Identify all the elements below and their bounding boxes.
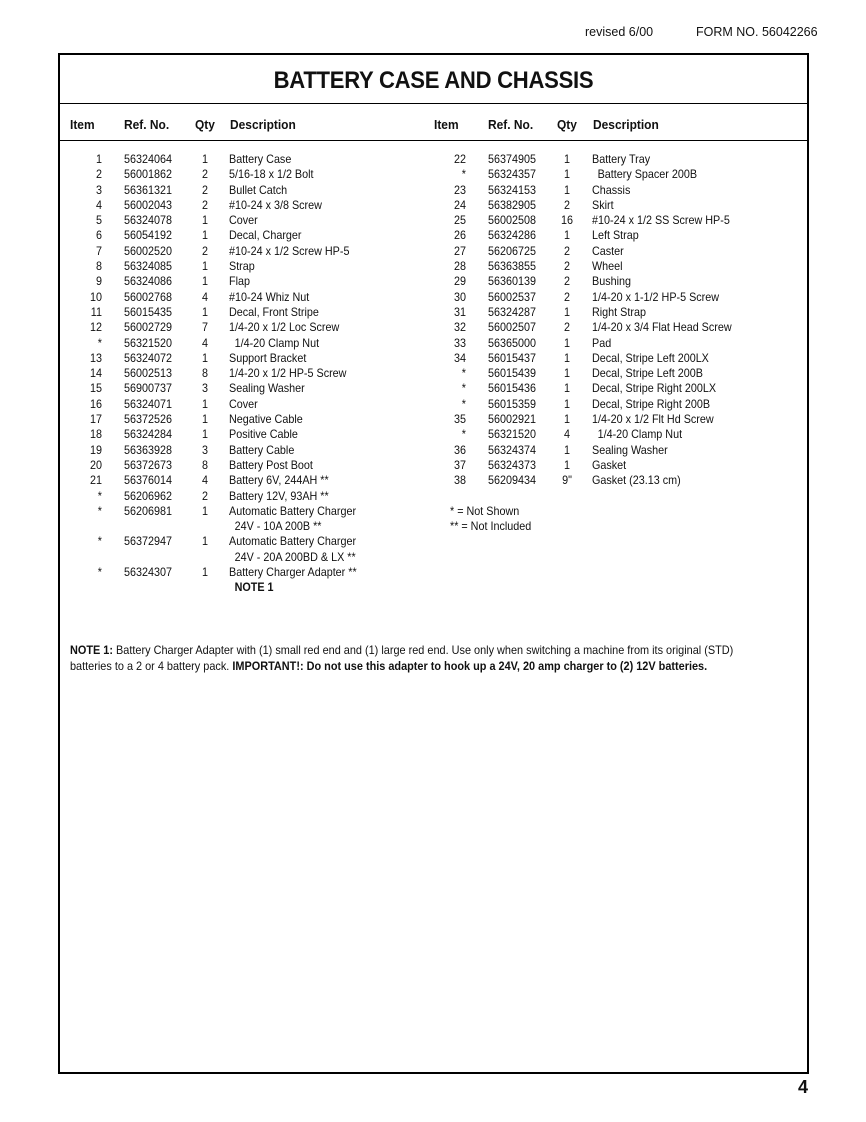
part-item-number: *: [461, 367, 466, 381]
part-quantity: 1: [563, 168, 570, 182]
part-quantity: 8: [201, 367, 208, 381]
part-ref-number: 56363855: [488, 260, 536, 274]
col-header-desc-right: Description: [593, 117, 659, 132]
col-header-item-left: Item: [70, 117, 95, 132]
note-label: NOTE 1:: [70, 644, 114, 657]
part-quantity: 1: [563, 336, 570, 350]
part-item-number: 7: [95, 244, 102, 258]
part-quantity: 1: [563, 153, 570, 166]
part-quantity: 1: [563, 413, 570, 427]
part-description: Battery Cable: [229, 443, 295, 457]
part-quantity: 4: [563, 428, 570, 442]
part-ref-number: 56372526: [124, 413, 172, 427]
part-quantity: 1: [201, 275, 208, 289]
part-description: Cover: [229, 397, 258, 411]
part-description: 1/4-20 x 3/4 Flat Head Screw: [592, 321, 732, 335]
part-description: Strap: [229, 260, 255, 274]
part-ref-number: 56324071: [124, 397, 172, 411]
part-quantity: 4: [201, 474, 208, 488]
part-quantity: 1: [201, 504, 208, 518]
part-ref-number: 56382905: [488, 198, 536, 212]
part-quantity: 2: [201, 198, 208, 212]
part-description: 1/4-20 x 1/2 HP-5 Screw: [229, 367, 347, 381]
part-description: Battery 12V, 93AH **: [229, 489, 329, 503]
part-item-number: 11: [90, 305, 102, 319]
part-description: #10-24 x 1/2 Screw HP-5: [229, 244, 350, 258]
part-quantity: 1: [201, 351, 208, 365]
part-quantity: 1: [201, 397, 208, 411]
col-header-qty-right: Qty: [557, 117, 577, 132]
part-item-number: *: [97, 489, 102, 503]
part-ref-number: 56324284: [124, 428, 172, 442]
part-description: Right Strap: [592, 305, 646, 319]
part-description: #10-24 x 3/8 Screw: [229, 198, 322, 212]
part-item-number: 19: [89, 443, 102, 457]
part-ref-number: 56374905: [488, 153, 536, 166]
part-description: Decal, Stripe Right 200B: [592, 397, 711, 411]
part-quantity: 1: [201, 305, 208, 319]
part-quantity: 2: [563, 321, 570, 335]
part-item-number: 37: [453, 458, 466, 472]
part-item-number: *: [97, 504, 102, 518]
part-description: Left Strap: [592, 229, 639, 243]
part-ref-number: 56002729: [124, 321, 172, 335]
part-ref-number: 56363928: [124, 443, 172, 457]
part-description: Battery Charger Adapter **: [229, 566, 357, 580]
part-ref-number: 56372673: [124, 458, 172, 472]
part-quantity: 2: [563, 198, 570, 212]
part-item-number: 31: [453, 305, 466, 319]
part-description: Decal, Charger: [229, 229, 302, 243]
part-description: Gasket: [592, 458, 627, 472]
part-ref-number: 56054192: [124, 229, 172, 243]
part-description: Cover: [229, 214, 258, 228]
part-ref-number: 56324307: [124, 566, 172, 580]
part-quantity: 1: [201, 214, 208, 228]
part-item-number: 38: [453, 474, 466, 488]
part-description: Sealing Washer: [592, 443, 668, 457]
part-ref-number: 56002513: [124, 367, 172, 381]
part-item-number: 6: [95, 229, 102, 243]
part-ref-number: 56376014: [124, 474, 172, 488]
legend-not-included: ** = Not Included: [450, 520, 532, 534]
part-item-number: 9: [95, 275, 102, 289]
part-description: Decal, Stripe Left 200B: [592, 367, 703, 381]
part-quantity: 9": [562, 474, 572, 488]
part-ref-number: 56324085: [124, 260, 172, 274]
parts-list-frame: [58, 53, 809, 1074]
part-description: Decal, Stripe Left 200LX: [592, 351, 709, 365]
part-ref-number: 56365000: [488, 336, 536, 350]
part-ref-number: 56324153: [488, 183, 536, 197]
part-ref-number: 56324374: [488, 443, 536, 457]
part-ref-number: 56015436: [488, 382, 536, 396]
part-item-number: 30: [453, 290, 466, 304]
part-quantity: 4: [201, 290, 208, 304]
part-quantity: 2: [201, 244, 208, 258]
part-description: Positive Cable: [229, 428, 298, 442]
part-description: Automatic Battery Charger: [229, 535, 357, 549]
part-quantity: 2: [201, 183, 208, 197]
part-quantity: 7: [201, 321, 208, 335]
part-description: 1/4-20 Clamp Nut: [234, 336, 320, 350]
part-description: Battery 6V, 244AH **: [229, 474, 329, 488]
part-ref-number: 56324078: [124, 214, 172, 228]
part-item-number: 21: [89, 474, 102, 488]
part-ref-number: 56002768: [124, 290, 172, 304]
part-item-number: 20: [89, 458, 102, 472]
part-item-number: 16: [89, 397, 102, 411]
part-quantity: 2: [563, 260, 570, 274]
part-description: Battery Post Boot: [229, 458, 313, 472]
part-item-number: 33: [453, 336, 466, 350]
part-ref-number: 56015359: [488, 397, 536, 411]
part-item-number: 10: [89, 290, 102, 304]
part-ref-number: 56360139: [488, 275, 536, 289]
part-quantity: 1: [201, 535, 208, 549]
part-quantity: 1: [201, 153, 208, 166]
part-description: Wheel: [592, 260, 623, 274]
part-description: Pad: [592, 336, 612, 350]
part-quantity: 3: [201, 382, 208, 396]
part-item-number: 24: [453, 198, 466, 212]
part-item-number: 2: [95, 168, 102, 182]
part-description: 24V - 10A 200B **: [234, 520, 322, 534]
part-quantity: 1: [201, 229, 208, 243]
part-quantity: 2: [563, 290, 570, 304]
part-item-number: 35: [453, 413, 466, 427]
form-number: FORM NO. 56042266: [696, 25, 818, 39]
part-quantity: 2: [563, 275, 570, 289]
part-ref-number: 56206962: [124, 489, 172, 503]
part-description: #10-24 x 1/2 SS Screw HP-5: [592, 214, 730, 228]
part-ref-number: 56321520: [488, 428, 536, 442]
part-item-number: 3: [95, 183, 102, 197]
legend-not-shown: * = Not Shown: [450, 505, 520, 518]
note-1: [70, 643, 756, 675]
part-quantity: 1: [563, 305, 570, 319]
part-item-number: 4: [95, 198, 102, 212]
part-quantity: 1: [201, 566, 208, 580]
part-item-number: 32: [453, 321, 466, 335]
part-item-number: 36: [453, 443, 466, 457]
part-quantity: 1: [563, 183, 570, 197]
legend: [450, 505, 537, 536]
part-item-number: 25: [453, 214, 466, 228]
revision-date: revised 6/00: [585, 25, 654, 39]
page-title: BATTERY CASE AND CHASSIS: [273, 67, 594, 94]
part-ref-number: 56361321: [124, 183, 172, 197]
part-description: Battery Tray: [592, 153, 651, 166]
part-quantity: 1: [201, 413, 208, 427]
part-quantity: 4: [201, 336, 208, 350]
part-item-number: *: [461, 428, 466, 442]
part-ref-number: 56002921: [488, 413, 536, 427]
part-description: Caster: [592, 244, 624, 258]
part-item-number: 18: [89, 428, 102, 442]
part-ref-number: 56002043: [124, 198, 172, 212]
part-ref-number: 56900737: [124, 382, 172, 396]
part-item-number: *: [97, 566, 102, 580]
part-quantity: 1: [563, 382, 570, 396]
part-description: Support Bracket: [229, 351, 307, 365]
col-header-qty-left: Qty: [195, 117, 215, 132]
part-ref-number: 56324287: [488, 305, 536, 319]
part-quantity: 3: [201, 443, 208, 457]
part-ref-number: 56324373: [488, 458, 536, 472]
part-item-number: 22: [453, 153, 466, 166]
part-description: Gasket (23.13 cm): [592, 474, 681, 488]
part-ref-number: 56324286: [488, 229, 536, 243]
part-quantity: 2: [201, 168, 208, 182]
part-quantity: 16: [560, 214, 574, 228]
part-ref-number: 56324064: [124, 153, 172, 166]
part-item-number: 8: [95, 260, 102, 274]
title-divider: [60, 103, 807, 104]
part-item-number: *: [97, 535, 102, 549]
part-item-number: 28: [453, 260, 466, 274]
part-description: 1/4-20 x 1-1/2 HP-5 Screw: [592, 290, 720, 304]
part-ref-number: 56372947: [124, 535, 172, 549]
page-number: 4: [797, 1077, 808, 1097]
part-ref-number: 56324357: [488, 168, 536, 182]
part-description: Bullet Catch: [229, 183, 288, 197]
part-item-number: 17: [89, 413, 102, 427]
part-ref-number: 56002507: [488, 321, 536, 335]
part-quantity: 1: [563, 397, 570, 411]
header-divider: [60, 140, 807, 141]
part-ref-number: 56209434: [488, 474, 536, 488]
part-item-number: 13: [89, 351, 102, 365]
part-description: Decal, Front Stripe: [229, 305, 319, 319]
part-ref-number: 56324072: [124, 351, 172, 365]
part-description: 1/4-20 Clamp Nut: [597, 428, 683, 442]
part-ref-number: 56206981: [124, 504, 172, 518]
note-important: IMPORTANT!: Do not use this adapter to hook up a 24V, 20 amp charger to (2) 12V batteries.: [232, 660, 708, 673]
part-description: Battery Spacer 200B: [597, 168, 698, 182]
part-quantity: 2: [563, 244, 570, 258]
part-description: 1/4-20 x 1/2 Loc Screw: [229, 321, 340, 335]
part-item-number: *: [461, 168, 466, 182]
part-item-number: *: [461, 397, 466, 411]
part-quantity: 1: [201, 260, 208, 274]
part-description: 1/4-20 x 1/2 Flt Hd Screw: [592, 413, 714, 427]
note-text: Battery Charger Adapter with (1) small red end and (1) large red end. Use only when switching a machine from its original (STD) batteries to a 2 or 4 battery pack.: [70, 644, 734, 673]
part-item-number: 23: [453, 183, 466, 197]
part-item-number: 1: [95, 153, 102, 166]
part-quantity: 1: [563, 443, 570, 457]
part-description: Automatic Battery Charger: [229, 504, 357, 518]
part-ref-number: 56001862: [124, 168, 172, 182]
part-item-number: 12: [89, 321, 102, 335]
part-description: Chassis: [592, 183, 631, 197]
part-item-number: 15: [89, 382, 102, 396]
part-quantity: 1: [563, 351, 570, 365]
part-description: Bushing: [592, 275, 631, 289]
part-description: Decal, Stripe Right 200LX: [592, 382, 717, 396]
col-header-ref-right: Ref. No.: [488, 117, 534, 132]
part-description: Flap: [229, 275, 250, 289]
col-header-item-right: Item: [434, 117, 459, 132]
part-quantity: 1: [563, 458, 570, 472]
part-quantity: 1: [201, 428, 208, 442]
part-item-number: *: [97, 336, 102, 350]
part-item-number: 34: [453, 351, 466, 365]
part-description: #10-24 Whiz Nut: [229, 290, 310, 304]
part-item-number: 29: [453, 275, 466, 289]
part-quantity: 1: [563, 367, 570, 381]
part-description: Battery Case: [229, 153, 292, 166]
part-ref-number: 56002508: [488, 214, 536, 228]
col-header-desc-left: Description: [230, 117, 296, 132]
part-ref-number: 56015437: [488, 351, 536, 365]
part-quantity: 8: [201, 458, 208, 472]
part-item-number: 27: [453, 244, 466, 258]
part-quantity: 1: [563, 229, 570, 243]
col-header-ref-left: Ref. No.: [124, 117, 170, 132]
part-item-number: 26: [453, 229, 466, 243]
part-description: Negative Cable: [229, 413, 303, 427]
part-ref-number: 56015439: [488, 367, 536, 381]
part-item-number: 14: [89, 367, 102, 381]
part-description: Sealing Washer: [229, 382, 305, 396]
part-ref-number: 56321520: [124, 336, 172, 350]
part-item-number: 5: [95, 214, 102, 228]
part-ref-number: 56002537: [488, 290, 536, 304]
part-quantity: 2: [201, 489, 208, 503]
part-description: 24V - 20A 200BD & LX **: [234, 550, 356, 564]
part-item-number: *: [461, 382, 466, 396]
part-ref-number: 56324086: [124, 275, 172, 289]
part-description: NOTE 1: [234, 581, 274, 595]
part-ref-number: 56002520: [124, 244, 172, 258]
part-description: 5/16-18 x 1/2 Bolt: [229, 168, 314, 182]
part-ref-number: 56206725: [488, 244, 536, 258]
part-description: Skirt: [592, 198, 614, 212]
part-ref-number: 56015435: [124, 305, 172, 319]
